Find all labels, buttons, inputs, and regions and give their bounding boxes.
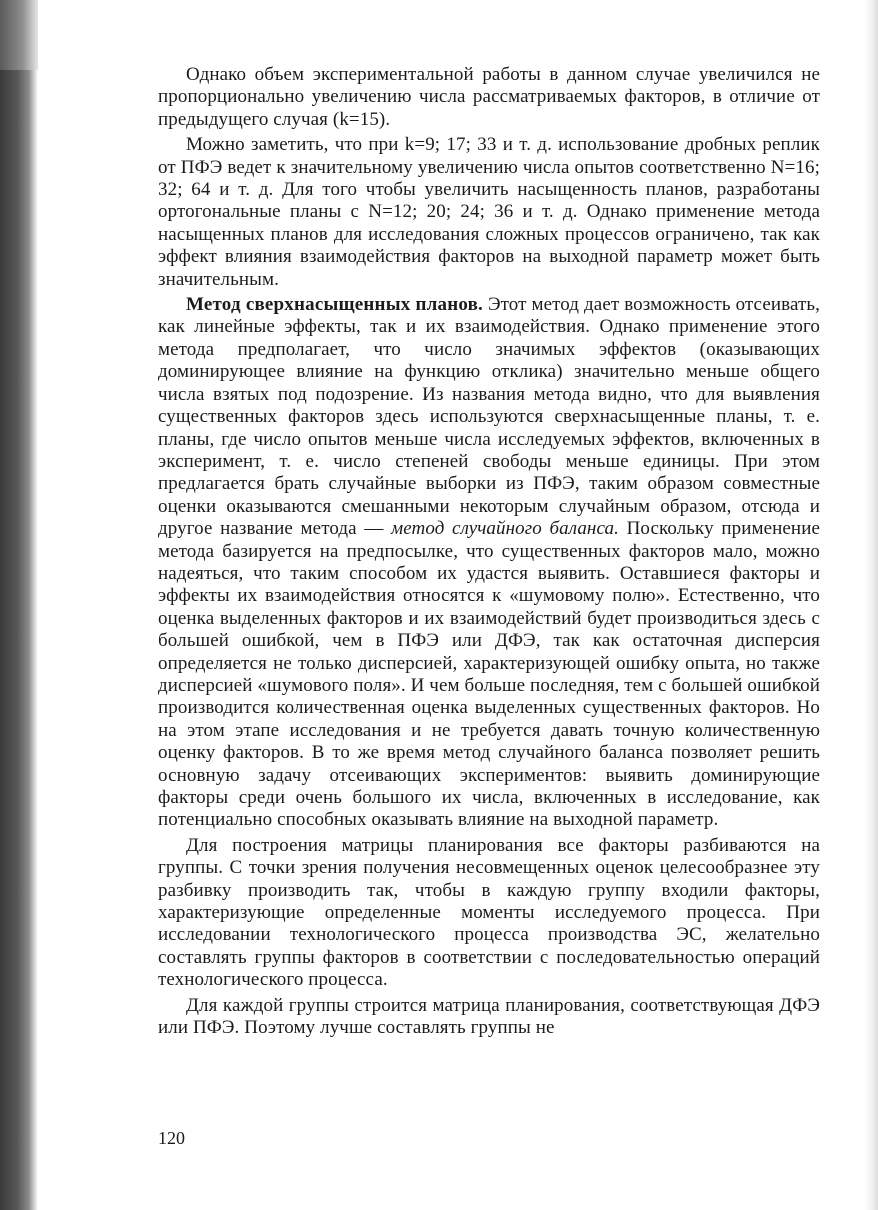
paragraph-3 — [158, 294, 820, 832]
paragraph-3-text-a: Этот метод дает возможность отсеивать, как линейные эффекты, так и их взаимодействия. Однако применение этого метода предполагает, что число значимых эффектов (оказывающих доминирующее влияние на функцию отклика) значительно меньше общего числа взятых под подозрение. Из названия метода видно, что для выявления существенных факторов здесь используются сверхнасыщенные планы, т. е. планы, где число опытов меньше числа исследуемых эффектов, включенных в эксперимент, т. е. число степеней свободы меньше единицы. При этом предлагается брать случайные выборки из ПФЭ, таким образом совместные оценки оказываются смешанными некоторым случайным образом, отсюда и другое название метода — — [158, 294, 821, 540]
page-number: 120 — [158, 1128, 185, 1148]
book-spine-highlight — [0, 0, 38, 70]
paragraph-5 — [158, 995, 820, 1040]
method-alt-name: метод случайного баланса. — [391, 518, 619, 540]
paragraph-4-text: Для построения матрицы планирования все факторы разбиваются на группы. С точки зрения получения несовмещенных оценок целесообразнее эту разбивку производить так, чтобы в каждую группу входили факторы, характеризующие определенные моменты исследуемого процесса. При исследовании технологического процесса производства ЭС, желательно составлять группы факторов в соответствии с последовательностью операций технологического процесса. — [158, 834, 820, 991]
paragraph-1 — [158, 64, 820, 131]
paragraph-1-text: Однако объем экспериментальной работы в данном случае увеличился не пропорционально увеличению числа рассматриваемых факторов, в отличие от предыдущего случая — [158, 64, 820, 130]
paragraph-1-formula: (k=15). — [332, 108, 391, 130]
page-edge-shadow — [864, 0, 878, 1210]
paragraph-2-text: Можно заметить, что при k=9; 17; 33 и т. д. использование дробных реплик от ПФЭ ведет к значительному увеличению числа опытов соответственно N=16; 32; 64 и т. д. Для того чтобы увеличить насыщенность планов, разработаны ортогональные планы с N=12; 20; 24; 36 и т. д. Однако применение метода насыщенных планов для исследования сложных процессов ограничено, так как эффект влияния взаимодействия факторов на выходной параметр может быть значительным. — [158, 134, 820, 290]
paragraph-3-text-b: Поскольку применение метода базируется на предпосылке, что существенных факторов мало, можно надеяться, что таким способом их удастся выявить. Оставшиеся факторы и эффекты их взаимодействия относятся к «шумовому полю». Естественно, что оценка выделенных факторов и их взаимодействий будет производиться здесь с большей ошибкой, чем в ПФЭ или ДФЭ, так как остаточная дисперсия определяется не только дисперсией, характеризующей ошибку опыта, но также дисперсией «шумового поля». И чем больше последняя, тем с большей ошибкой производится количественная оценка выделенных существенных факторов. Но на этом этапе исследования и не требуется давать точную количественную оценку факторов. В то же время метод случайного баланса позволяет решить основную задачу отсеивающих экспериментов: выявить доминирующие факторы среди очень большого их числа, включенных в исследование, как потенциально способных оказывать влияние на выходной параметр. — [158, 518, 820, 831]
paragraph-4 — [158, 835, 820, 992]
method-heading: Метод сверхнасыщенных планов. — [186, 294, 483, 316]
page-body — [158, 64, 820, 1039]
paragraph-2 — [158, 134, 820, 291]
book-spine-shadow — [0, 0, 38, 1210]
paragraph-5-text: Для каждой группы строится матрица планирования, соответствующая ДФЭ или ПФЭ. Поэтому лучше составлять группы не — [158, 994, 820, 1039]
